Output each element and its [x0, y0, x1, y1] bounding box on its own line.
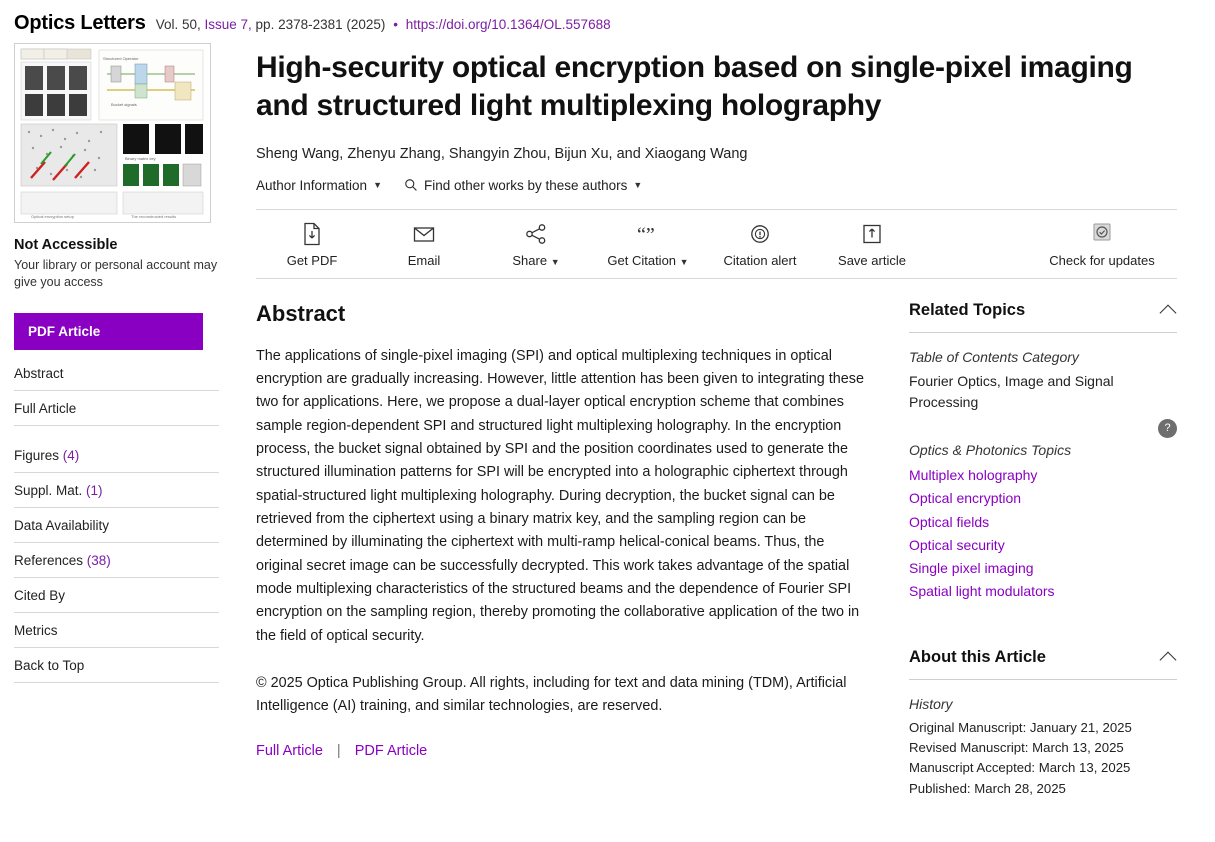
share-label: Share ▼	[512, 252, 560, 268]
sidebar-item-label: Cited By	[14, 587, 66, 603]
sidebar-item-metrics[interactable]	[14, 613, 219, 648]
issue-link[interactable]: Issue 7,	[204, 17, 252, 32]
help-icon[interactable]: ?	[1158, 419, 1177, 438]
get-citation-label: Get Citation ▼	[607, 252, 689, 268]
sidebar-item-full-article[interactable]	[14, 391, 219, 426]
sidebar-item-label: Full Article	[14, 400, 77, 416]
link-divider: |	[336, 742, 341, 759]
history-item: Revised Manuscript: March 13, 2025	[909, 740, 1124, 756]
full-article-link[interactable]: Full Article	[256, 742, 323, 759]
sidebar-item-label: Suppl. Mat.	[14, 482, 87, 498]
envelope-icon	[412, 222, 436, 246]
left-sidebar	[14, 43, 218, 683]
copyright-notice: © 2025 Optica Publishing Group. All rights, including for text and data mining (TDM), Artificial Intelligence (AI) training, and similar technologies, are reserved.	[256, 675, 847, 715]
history-item: Manuscript Accepted: March 13, 2025	[909, 760, 1131, 776]
right-rail	[909, 279, 1177, 800]
email-button[interactable]	[368, 222, 480, 268]
svg-text:The reconstructed results: The reconstructed results	[131, 214, 177, 219]
doi-link[interactable]: https://doi.org/10.1364/OL.557688	[405, 17, 611, 32]
access-status-text: Your library or personal account may give you access	[14, 258, 218, 289]
search-icon	[404, 178, 418, 192]
abstract-section	[256, 279, 909, 759]
save-article-label: Save article	[838, 252, 906, 268]
journal-header	[0, 0, 1215, 43]
topic-link[interactable]: Optical security	[909, 536, 1005, 553]
chevron-down-icon: ▼	[633, 180, 643, 191]
sidebar-item-label: Data Availability	[14, 517, 110, 533]
chevron-up-icon[interactable]	[1161, 649, 1177, 665]
email-label: Email	[407, 252, 441, 268]
chevron-down-icon: ▼	[373, 180, 382, 191]
abstract-heading: Abstract	[256, 300, 346, 326]
author-information-label: Author Information	[256, 177, 368, 193]
history-item: Original Manuscript: January 21, 2025	[909, 719, 1132, 735]
author-tools	[256, 178, 1177, 209]
citation-alert-label: Citation alert	[723, 252, 797, 268]
sidebar-item-label: Abstract	[14, 365, 64, 381]
abstract-and-rail	[256, 279, 1177, 800]
sidebar-item-count: (38)	[86, 552, 111, 568]
pages-label: pp. 2378-2381	[255, 17, 343, 32]
topic-link[interactable]: Single pixel imaging	[909, 560, 1034, 577]
volume-label: Vol. 50,	[155, 17, 201, 32]
topic-link[interactable]: Multiplex holography	[909, 467, 1038, 484]
alert-circle-icon	[748, 222, 772, 246]
pdf-article-button[interactable]: PDF Article	[14, 313, 203, 350]
pdf-document-icon	[301, 222, 323, 246]
topic-link[interactable]: Optical encryption	[909, 490, 1022, 507]
save-article-button[interactable]	[816, 222, 928, 268]
article-section-nav	[14, 356, 219, 683]
bullet-separator: •	[393, 17, 398, 32]
about-article-heading: About this Article	[909, 647, 1046, 666]
sidebar-item-cited-by[interactable]	[14, 578, 219, 613]
citation-alert-button[interactable]	[704, 222, 816, 268]
find-other-works-toggle[interactable]	[404, 178, 642, 193]
sidebar-item-label: References	[14, 552, 87, 568]
share-nodes-icon	[524, 222, 548, 246]
author-list: Sheng Wang, Zhenyu Zhang, Shangyin Zhou, Bijun Xu, and Xiaogang Wang	[256, 145, 748, 162]
journal-title: Optics Letters	[14, 12, 146, 34]
share-button[interactable]	[480, 222, 592, 268]
chevron-down-icon: ▼	[550, 256, 560, 267]
author-information-toggle[interactable]	[256, 178, 382, 193]
sidebar-item-references[interactable]	[14, 543, 219, 578]
sidebar-item-count: (4)	[62, 447, 80, 463]
sidebar-item-label: Metrics	[14, 622, 58, 638]
optics-topics-label: Optics & Photonics Topics	[909, 442, 1072, 459]
check-for-updates-label: Check for updates	[1049, 252, 1155, 268]
access-status-title: Not Accessible	[14, 237, 118, 253]
check-for-updates-button[interactable]	[1027, 222, 1177, 268]
sidebar-item-count: (1)	[86, 482, 103, 498]
sidebar-item-label: Figures	[14, 447, 63, 463]
chevron-down-icon: ▼	[679, 256, 689, 267]
history-item: Published: March 28, 2025	[909, 780, 1066, 796]
sidebar-item-back-to-top[interactable]	[14, 648, 219, 683]
main-content	[218, 43, 1201, 799]
get-pdf-label: Get PDF	[286, 252, 338, 268]
crossmark-updates-icon	[1089, 222, 1115, 246]
topic-link[interactable]: Optical fields	[909, 513, 990, 530]
article-action-toolbar	[256, 209, 1177, 279]
abstract-body: The applications of single-pixel imaging (SPI) and optical multiplexing techniques in optical encryption are gradually increasing. However, little attention has been given to integrating these two for applications. Here, we propose a dual-layer optical encryption scheme that combines sample region-dependent SPI and structured light multiplexing holography. In the encryption process, the bucket signal obtained by SPI and the position coordinates used to generate the structured illumination patterns for SPI will be encrypted into a holographic ciphertext through spatial-structured light multiplexing holography. During decryption, the bucket signal can be retrieved from the ciphertext using a binary matrix key, and the sampling region can be determined by illuminating the ciphertext with multi-ramp helical-conical beams. Thus, the original secret image can be successfully decrypted. This work takes advantage of the spatial mode multiplexing characteristics of the structured beams and the dependence of Fourier SPI encryption on the sampling region, thereby promoting the collaborative application of the two in the field of optical security.	[256, 347, 864, 644]
thumbnail-figure	[15, 44, 210, 222]
svg-text:Binary matrix key: Binary matrix key	[125, 156, 156, 161]
chevron-up-icon[interactable]	[1161, 302, 1177, 318]
sidebar-item-data-availability[interactable]	[14, 508, 219, 543]
related-topics-heading: Related Topics	[909, 300, 1026, 319]
history-list	[909, 718, 1177, 800]
topic-link[interactable]: Spatial light modulators	[909, 583, 1055, 600]
sidebar-item-label: Back to Top	[14, 657, 85, 673]
sidebar-item-suppl-mat[interactable]	[14, 473, 219, 508]
svg-text:Structured Operator: Structured Operator	[103, 56, 139, 61]
svg-text:Optical encryption setup: Optical encryption setup	[31, 214, 74, 219]
svg-text:Bucket signals: Bucket signals	[111, 102, 137, 107]
history-label: History	[909, 695, 953, 712]
toc-category-value: Fourier Optics, Image and Signal Processing	[909, 372, 1114, 411]
svg-text:“”: “”	[637, 223, 655, 246]
article-thumbnail[interactable]	[14, 43, 211, 223]
issue-line	[156, 17, 611, 32]
save-folder-icon	[861, 222, 883, 246]
page-layout	[0, 43, 1215, 799]
toc-category-label: Table of Contents Category	[909, 348, 1079, 365]
quote-icon	[635, 222, 661, 246]
pdf-article-link[interactable]: PDF Article	[354, 742, 428, 759]
get-citation-button[interactable]	[592, 222, 704, 268]
abstract-bottom-links	[256, 743, 869, 759]
year-label: (2025)	[346, 17, 386, 32]
get-pdf-button[interactable]	[256, 222, 368, 268]
find-other-works-label: Find other works by these authors	[423, 177, 628, 193]
topic-list	[909, 464, 1177, 603]
related-topics-header[interactable]	[909, 279, 1177, 333]
sidebar-item-figures[interactable]	[14, 438, 219, 473]
page-title: High-security optical encryption based on single-pixel imaging and structured light multiplexing holography	[256, 51, 1133, 123]
sidebar-item-abstract[interactable]	[14, 356, 219, 391]
about-article-header[interactable]	[909, 604, 1177, 680]
